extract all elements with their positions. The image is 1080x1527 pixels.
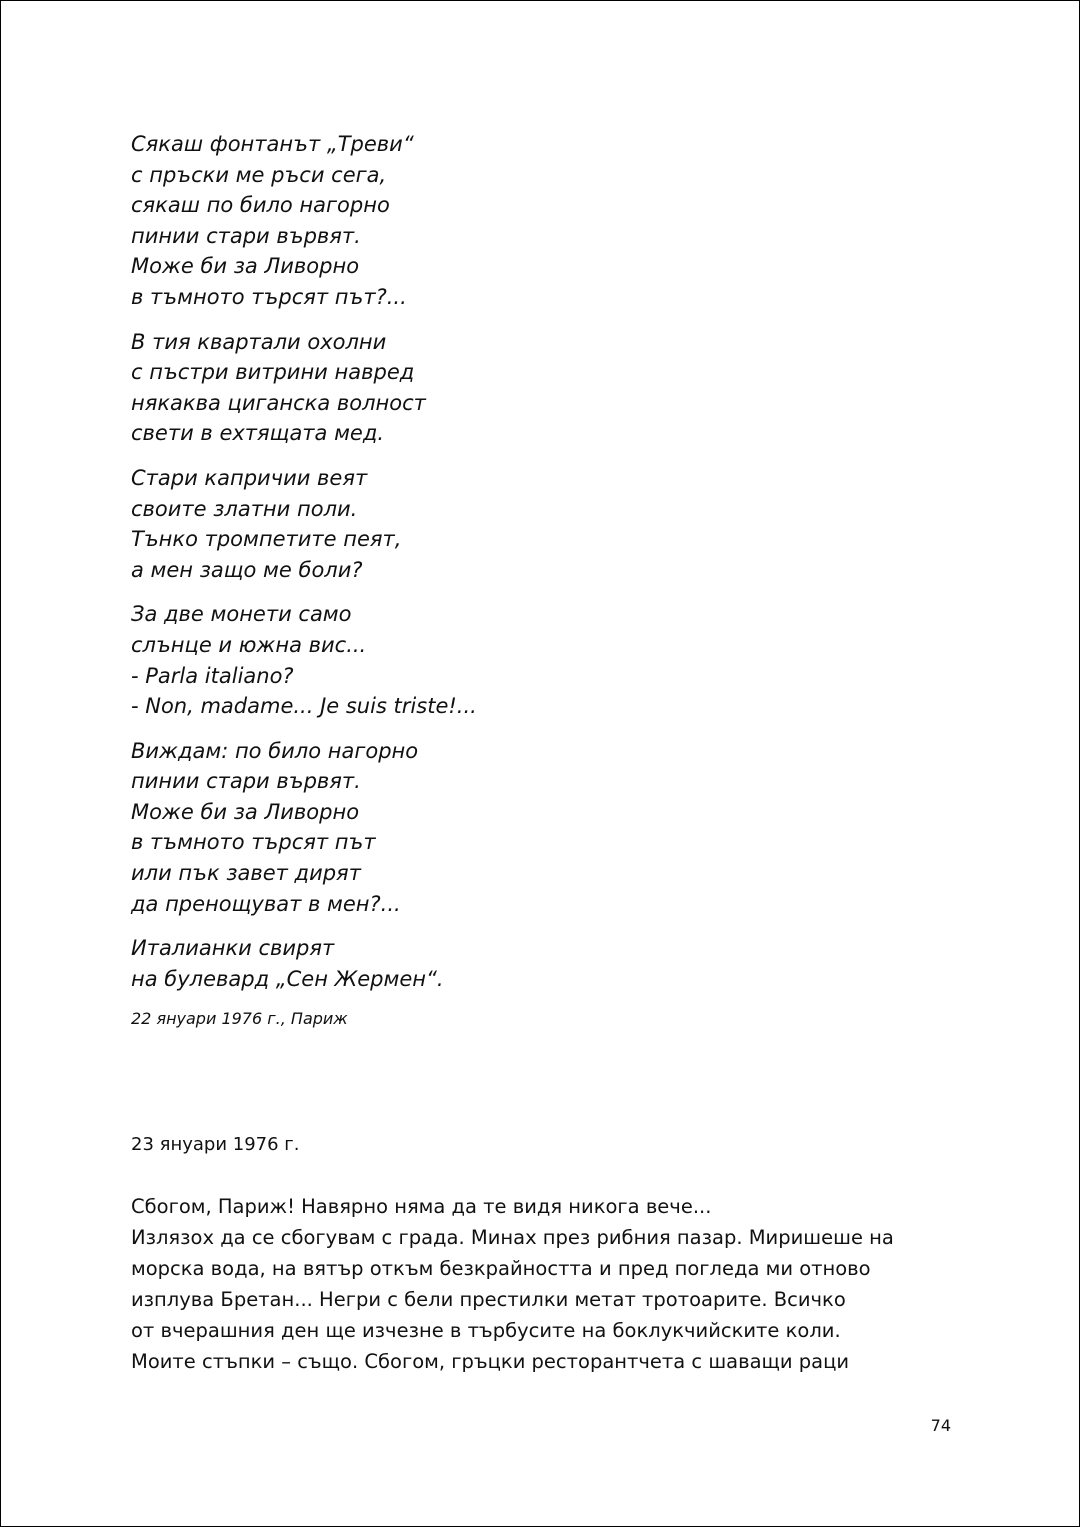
poem-line: на булевард „Сен Жермен“. [131,966,444,991]
poem-line: слънце и южна вис... [131,632,367,657]
poem-stanza [131,463,951,585]
poem-line: Италианки свирят [131,936,335,961]
poem-line: свети в ехтящата мед. [131,421,385,446]
poem-line: някаква циганска волност [131,390,426,415]
diary-line: Моите стъпки – също. Сбогом, гръцки ресторантчета с шаващи раци [131,1350,850,1373]
poem-line: сякаш по било нагорно [131,193,390,218]
poem-line: с пъстри витрини навред [131,360,415,385]
poem-line: Сякаш фонтанът „Треви“ [131,132,414,156]
diary-line: Сбогом, Париж! Навярно няма да те видя никога вече... [131,1195,712,1218]
diary-line: морска вода, на вятър откъм безкрайността и пред погледа ми отново [131,1257,871,1280]
poem-line: - Parla italiano? [131,663,294,688]
diary-line: Излязох да се сбогувам с града. Минах през рибния пазар. Миришеше на [131,1226,894,1249]
poem-line: Виждам: по било нагорно [131,738,419,763]
poem-stanza [131,736,951,920]
poem-stanza [131,327,951,449]
poem [131,129,951,1030]
poem-stanza [131,933,951,994]
poem-signature: 22 януари 1976 г., Париж [131,1009,348,1029]
page-number: 74 [930,1416,951,1435]
poem-line: да пренощуват в мен?... [131,891,401,916]
poem-line: Може би за Ливорно [131,799,360,824]
poem-line: а мен защо ме боли? [131,557,363,582]
diary-line: изплува Бретан... Негри с бели престилки метат тротоарите. Всичко [131,1288,846,1311]
poem-line: пинии стари вървят. [131,769,361,794]
poem-line: Тънко тромпетите пеят, [131,527,402,552]
diary-line: от вчерашния ден ще изчезне в търбусите на боклукчийските коли. [131,1319,841,1342]
poem-stanza [131,599,951,721]
poem-line: своите златни поли. [131,496,358,521]
poem-line: За две монети само [131,602,352,627]
poem-line: с пръски ме ръси сега, [131,162,387,187]
poem-line: пинии стари вървят. [131,223,361,248]
diary-text [131,1191,961,1377]
poem-line: или пък завет дирят [131,861,361,886]
poem-line: в тъмното търсят път [131,830,376,855]
poem-line: в тъмното търсят път?... [131,284,407,309]
poem-line: - Non, madame... Je suis triste!... [131,694,477,719]
poem-line: Стари капричии веят [131,465,368,490]
diary-date: 23 януари 1976 г. [131,1134,300,1155]
poem-stanza [131,129,951,313]
poem-line: Може би за Ливорно [131,254,360,279]
poem-line: В тия квартали охолни [131,329,387,354]
